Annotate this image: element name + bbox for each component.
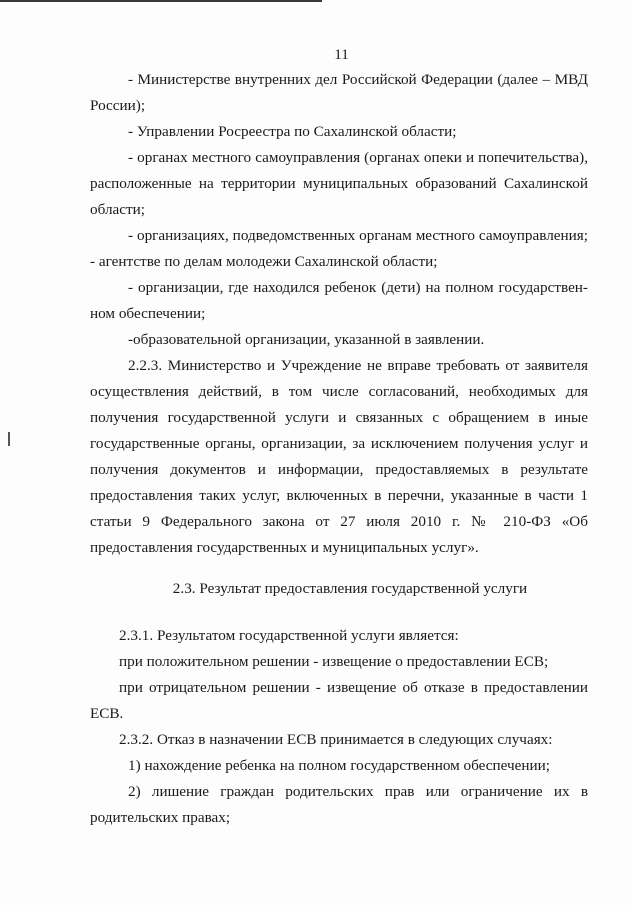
list-item-education-org: -образовательной организации, указанной в заявлении. bbox=[128, 331, 485, 348]
list-item-rosreestr: - Управлении Росреестра по Сахалинской области; bbox=[128, 123, 457, 140]
list-item-local-gov-end: области; bbox=[90, 201, 145, 218]
paragraph-2-2-3-line-5: получения документов и информации, предоставляемых в результате bbox=[90, 461, 588, 478]
top-border-line bbox=[0, 0, 322, 2]
list-item-child-org: - организации, где находился ребенок (дети) на полном государствен- bbox=[128, 279, 588, 296]
paragraph-2-2-3-line-7: статьи 9 Федерального закона от 27 июля 2010 г. № 210-ФЗ «Об bbox=[90, 513, 588, 530]
page-number: 11 bbox=[334, 46, 349, 63]
paragraph-2-2-3-line-8: предоставления государственных и муниципальных услуг». bbox=[90, 539, 479, 556]
list-item-mvd-cont: России); bbox=[90, 97, 146, 114]
negative-decision-cont: ЕСВ. bbox=[90, 705, 124, 722]
paragraph-2-2-3-line-3: получения государственной услуги и связанных с обращением в иные bbox=[90, 409, 588, 426]
list-item-local-gov: - органах местного самоуправления (органах опеки и попечительства), bbox=[128, 149, 588, 166]
refusal-reason-1: 1) нахождение ребенка на полном государственном обеспечении; bbox=[128, 757, 551, 774]
list-item-child-org-cont: ном обеспечении; bbox=[90, 305, 206, 322]
paragraph-2-3-1: 2.3.1. Результатом государственной услуги является: bbox=[119, 627, 459, 644]
list-item-organizations: - организациях, подведомственных органам местного самоуправления; bbox=[128, 227, 588, 244]
list-item-youth-agency: - агентстве по делам молодежи Сахалинской области; bbox=[90, 253, 438, 270]
refusal-reason-2-cont: родительских правах; bbox=[90, 809, 231, 826]
paragraph-2-2-3-line-6: предоставления таких услуг, включенных в перечни, указанные в части 1 bbox=[90, 487, 588, 504]
paragraph-2-3-2: 2.3.2. Отказ в назначении ЕСВ принимается в следующих случаях: bbox=[119, 731, 553, 748]
list-item-mvd: - Министерстве внутренних дел Российской Федерации (далее – МВД bbox=[128, 71, 588, 88]
positive-decision: при положительном решении - извещение о предоставлении ЕСВ; bbox=[119, 653, 549, 670]
section-heading-2-3: 2.3. Результат предоставления государственной услуги bbox=[172, 580, 528, 597]
paragraph-2-2-3-line-4: государственные органы, организации, за исключением получения услуг и bbox=[90, 435, 588, 452]
paragraph-2-2-3: 2.2.3. Министерство и Учреждение не вправе требовать от заявителя bbox=[128, 357, 588, 374]
refusal-reason-2: 2) лишение граждан родительских прав или ограничение их в bbox=[128, 783, 588, 800]
negative-decision: при отрицательном решении - извещение об отказе в предоставлении bbox=[119, 679, 588, 696]
paragraph-2-2-3-line-2: осуществления действий, в том числе согласований, необходимых для bbox=[90, 383, 588, 400]
list-item-local-gov-cont: расположенные на территории муниципальных образований Сахалинской bbox=[90, 175, 588, 192]
margin-mark bbox=[8, 432, 10, 446]
